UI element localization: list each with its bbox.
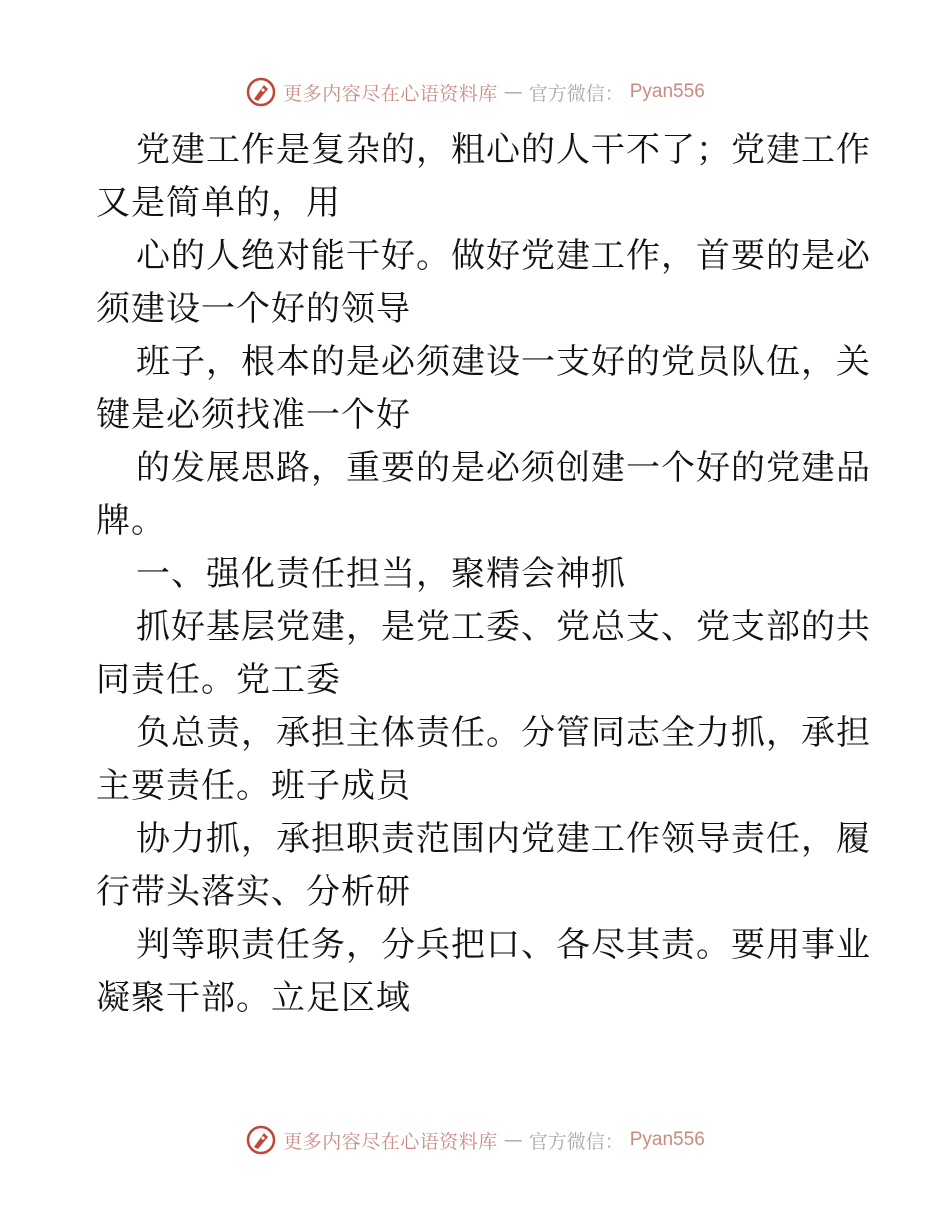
document-body <box>96 124 871 1025</box>
footer-watermark <box>0 1120 950 1160</box>
pen-nib-logo-icon <box>245 1124 277 1156</box>
text-line: 负总责，承担主体责任。分管同志全力抓，承担 <box>136 713 871 753</box>
text-line: 班子，根本的是必须建设一支好的党员队伍，关 <box>136 342 871 382</box>
watermark-text: 更多内容尽在心语资料库 <box>283 82 498 105</box>
text-line: 抓好基层党建，是党工委、党总支、党支部的共 <box>136 607 871 647</box>
watermark-id: Pyan556 <box>629 81 705 102</box>
text-line: 须建设一个好的领导 <box>96 289 411 329</box>
watermark-label: 官方微信： <box>528 82 624 105</box>
text-line: 协力抓，承担职责范围内党建工作领导责任，履 <box>136 819 871 859</box>
watermark-id: Pyan556 <box>629 1129 705 1150</box>
header-watermark <box>0 72 950 112</box>
text-line: 凝聚干部。立足区域 <box>96 978 411 1018</box>
text-line: 判等职责任务，分兵把口、各尽其责。要用事业 <box>136 925 871 965</box>
watermark-text: 更多内容尽在心语资料库 <box>283 1130 498 1153</box>
text-line: 行带头落实、分析研 <box>96 872 411 912</box>
watermark-separator: — <box>503 81 523 103</box>
watermark-separator: — <box>503 1129 523 1151</box>
text-line: 党建工作是复杂的，粗心的人干不了；党建工作 <box>136 130 871 170</box>
pen-nib-logo-icon <box>245 76 277 108</box>
text-line: 的发展思路，重要的是必须创建一个好的党建品 <box>136 448 871 488</box>
watermark-label: 官方微信： <box>528 1130 624 1153</box>
text-line: 键是必须找准一个好 <box>96 395 411 435</box>
text-line: 主要责任。班子成员 <box>96 766 411 806</box>
section-heading: 一、强化责任担当，聚精会神抓 <box>136 554 626 594</box>
text-line: 又是简单的，用 <box>96 183 341 223</box>
text-line: 牌。 <box>96 501 166 541</box>
text-line: 心的人绝对能干好。做好党建工作，首要的是必 <box>136 236 871 276</box>
text-line: 同责任。党工委 <box>96 660 341 700</box>
